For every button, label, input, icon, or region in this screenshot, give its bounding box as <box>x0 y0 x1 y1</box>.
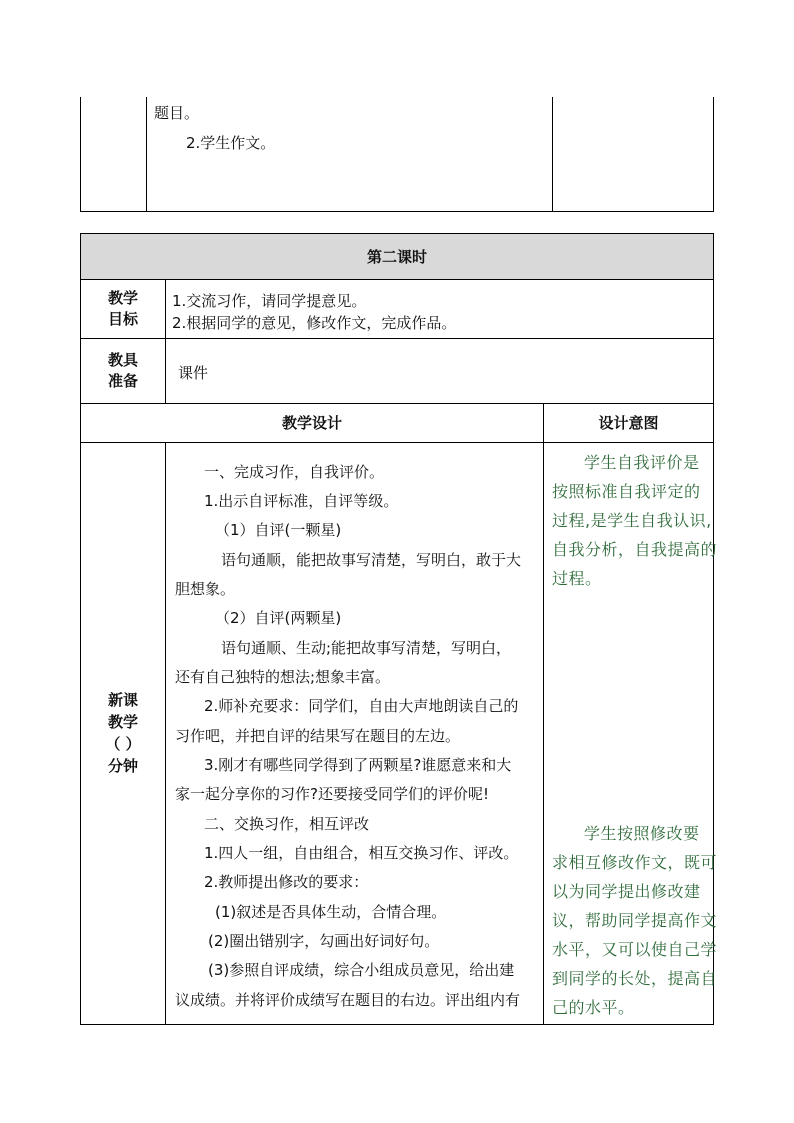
tools-label-2: 准备 <box>107 372 138 390</box>
design-line: 2.教师提出修改的要求： <box>204 873 369 891</box>
design-line: 2.师补充要求：同学们，自由大声地朗读自己的 <box>204 697 519 715</box>
section-label-4: 分钟 <box>107 757 138 775</box>
lesson-title: 第二课时 <box>366 248 427 266</box>
design-line: （2）自评(两颗星) <box>215 609 342 627</box>
design-line: 习作吧，并把自评的结果写在题目的左边。 <box>175 727 461 745</box>
tools-label-1: 教具 <box>107 351 138 369</box>
intent-2-line: 水平，又可以使自己学 <box>552 940 718 959</box>
tools-value: 课件 <box>178 364 209 382</box>
intent-1-line: 按照标准自我评定的 <box>552 482 701 501</box>
top-line-1: 题目。 <box>154 104 200 122</box>
intent-1-line: 过程,是学生自我认识, <box>552 511 712 530</box>
design-line: 语句通顺、生动;能把故事写清楚，写明白， <box>221 639 512 657</box>
design-line: 二、交换习作，相互评改 <box>204 815 370 833</box>
top-line-2: 2.学生作文。 <box>186 134 276 152</box>
intent-2-line: 求相互修改作文，既可 <box>552 853 718 872</box>
design-line: 语句通顺，能把故事写清楚，写明白，敢于大 <box>221 551 522 569</box>
design-line: 1.四人一组，自由组合，相互交换习作、评改。 <box>204 844 519 862</box>
col-design-header: 教学设计 <box>281 414 342 432</box>
design-line: 家一起分享你的习作?还要接受同学们的评价呢! <box>175 785 489 803</box>
goals-label-1: 教学 <box>107 289 138 307</box>
design-line: 胆想象。 <box>175 580 236 598</box>
intent-2-line: 议，帮助同学提高作文 <box>552 911 718 930</box>
intent-2-line: 己的水平。 <box>552 998 635 1017</box>
intent-1-line: 过程。 <box>552 569 602 588</box>
design-line: (1)叙述是否具体生动，合情合理。 <box>215 903 447 921</box>
goal-1: 1.交流习作，请同学提意见。 <box>172 292 367 310</box>
intent-2-line: 以为同学提出修改建 <box>552 882 701 901</box>
design-line: 议成绩。并将评价成绩写在题目的右边。评出组内有 <box>175 991 521 1009</box>
design-line: (2)圈出错别字，勾画出好词好句。 <box>208 932 440 950</box>
intent-2-line: 到同学的长处，提高自 <box>552 969 718 988</box>
design-line: 3.刚才有哪些同学得到了两颗星?谁愿意来和大 <box>204 756 512 774</box>
design-line: 1.出示自评标准，自评等级。 <box>204 492 399 510</box>
section-label-2: 教学 <box>107 713 138 731</box>
design-line: (3)参照自评成绩，综合小组成员意见，给出建 <box>208 961 515 979</box>
section-label-1: 新课 <box>107 691 138 709</box>
goal-2: 2.根据同学的意见，修改作文，完成作品。 <box>172 314 457 332</box>
goals-label-2: 目标 <box>107 310 138 328</box>
intent-1-line: 自我分析，自我提高的 <box>552 540 718 559</box>
design-line: 还有自己独特的想法;想象丰富。 <box>175 668 391 686</box>
intent-1-line: 学生自我评价是 <box>584 453 700 472</box>
design-line: （1）自评(一颗星) <box>215 521 342 539</box>
section-label-3: （ ） <box>105 735 141 753</box>
col-intent-header: 设计意图 <box>598 414 659 432</box>
design-line: 一、完成习作，自我评价。 <box>204 463 385 481</box>
intent-2-line: 学生按照修改要 <box>584 824 700 843</box>
